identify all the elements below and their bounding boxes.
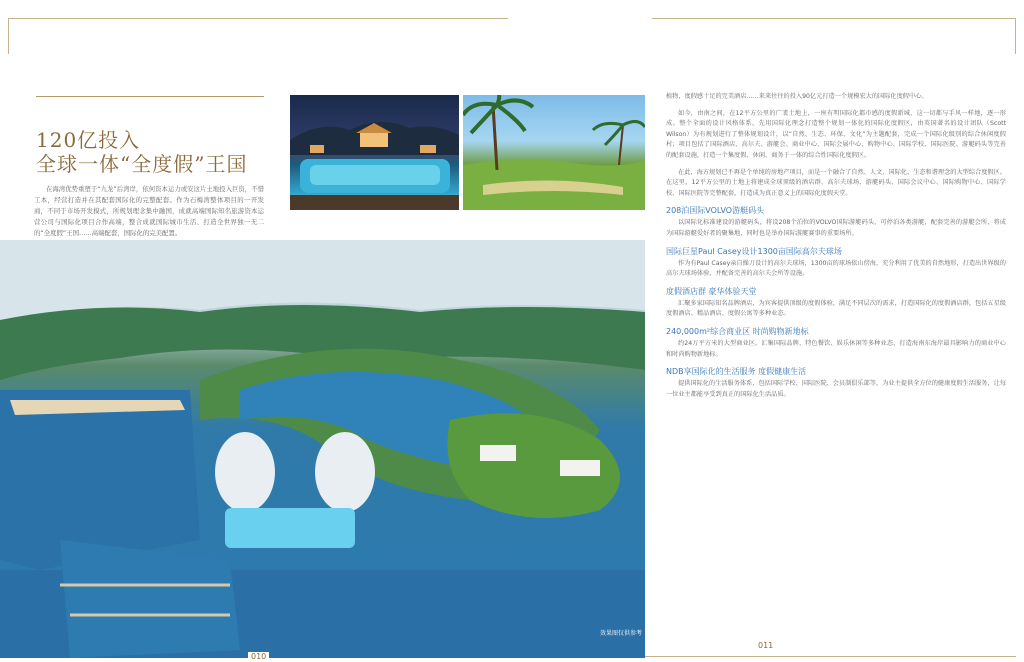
- golf-course-illustration: [463, 95, 645, 210]
- headline-rule: [36, 96, 264, 97]
- body-paragraph: 在此，海方规划已不再是个单纯的房地产项目，而是一个融合了自然、人文、国际化、生态和谐理念的大型综合度假区。在这里，12平方公里的土地上将建成全球顶级的酒店群、高尔夫球场、游艇码头、国际会议中心、国际购物中心、国际学校、国际医院等完整配套，打造成为真正意义上的国际化度假天堂。: [666, 168, 1006, 197]
- resort-night-illustration: [290, 95, 459, 210]
- section-heading: 240,000m²综合商业区 时尚购物新地标: [666, 326, 809, 336]
- golf-course-photo: [463, 95, 645, 210]
- headline-line-2: 全球一体“全度假”王国: [36, 152, 248, 176]
- section-body: 以国际化标准建设的游艇码头，将设208个泊位的VOLVO国际游艇码头，可停泊各类游艇，配套完善的游艇会所，将成为国际游艇爱好者的聚集地，同时也是举办国际游艇赛事的重要场所。: [666, 219, 1006, 237]
- section-heading: 国际巨星Paul Casey设计1300亩国际高尔夫球场: [666, 246, 842, 256]
- section-heading: 208泊国际VOLVO游艇码头: [666, 206, 765, 216]
- headline-line-1: 120亿投入: [36, 128, 141, 152]
- aerial-illustration: [0, 240, 645, 658]
- body-paragraph: 如今，由南之间，在12平方公里的广袤土地上，一座有明国际化都市感的度假新城，这一切都与手风一样地，逐一形成。整个全面的设计风格体系，先用国际化理念打造整个规划一体化的国际化度假区，由英国著名的设计团队（Scott Wilson）为有规划进行了整体规划设计，以“自然、生态、环保、文化”为主题配套，完成一个国际化级别的综合休闲度假村；项目包括了国际酒店、高尔夫、游艇会、商业中心、国际会展中心、购物中心、国际学校、国际医院、游艇码头等完善的配套设施，打造一个集度假、休闲、商务于一体的综合性国际化度假区。: [666, 109, 1006, 159]
- section-body: 约24万平方米的大型商业区，汇集国际品牌、特色餐饮、娱乐休闲等多种业态，打造海南东海岸最具影响力的商业中心和时尚购物新地标。: [666, 339, 1006, 358]
- frame-line: [8, 18, 9, 54]
- top-rule: [8, 18, 508, 19]
- top-rule: [652, 18, 1016, 19]
- section-heading: 度假酒店群 豪华体验天堂: [666, 286, 757, 296]
- aerial-rendering: [0, 240, 645, 658]
- intro-paragraph: 在海湾优势重塑于“九龙”后湾岸，依何资本运力或安这片土地投入巨资，不惜工本，经营打造并在其配套国际化的完整配套。作为石梅湾整体项目的一开发商，不同于市场开发模式，所规划理念集中融国，成就高端国际知名旅游资本运营公司与国际化项目合作高端，整合成就国际城市生活、打造全世界独一无二的“全度假”王国……高端配套，国际化的完美配置。: [34, 185, 264, 237]
- section-body: 作为有Paul Casey亲自操刀设计的高尔夫球场，1300亩的球场依山傍海，充分利用了优美的自然地形，打造出世界级的高尔夫球场体验，并配备完善的高尔夫会所等设施。: [666, 259, 1006, 278]
- top-text: 植物，度假感十足的完美酒店……来来往往的投入90亿元打造一个规模宏大的国际化度假中心。: [666, 93, 928, 100]
- photo-caption: 效果图仅供参考: [600, 630, 643, 637]
- right-column: [666, 92, 1006, 406]
- page-number-left: 010: [248, 652, 269, 661]
- section-heading: NDB享国际化的生活服务 度假健康生活: [666, 367, 807, 377]
- section-body: 汇聚多家国际知名品牌酒店，为宾客提供顶级的度假体验，满足不同层次的需求，打造国际化的度假酒店群，包括五星级度假酒店、精品酒店、度假公寓等多种业态。: [666, 299, 1006, 318]
- frame-line: [1015, 18, 1016, 54]
- page-number-right: 011: [758, 641, 774, 650]
- section-body: 提供国际化的生活服务体系，包括国际学校、国际医院、会员制俱乐部等，为业主提供全方位的健康度假生活服务，让每一位业主都能享受到真正的国际化生活品质。: [666, 380, 1006, 398]
- resort-night-photo: [290, 95, 459, 210]
